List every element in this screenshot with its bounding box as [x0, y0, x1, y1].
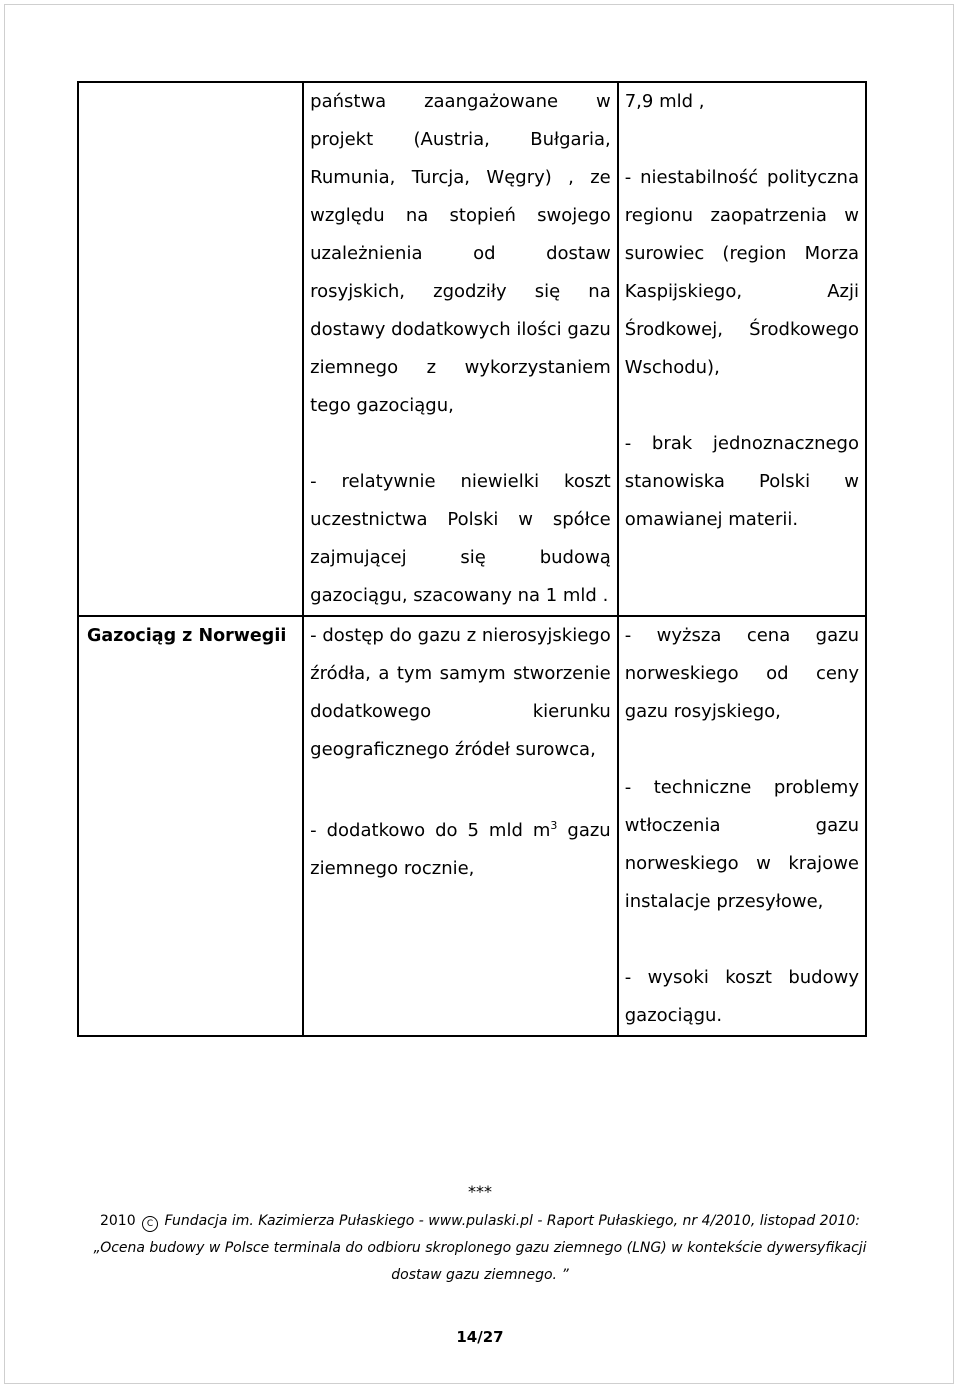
comparison-table	[77, 81, 867, 1037]
row-label: Gazociąg z Norwegii	[87, 626, 287, 646]
table-row	[78, 82, 866, 616]
advantages-cell	[303, 82, 618, 616]
disadvantage-paragraph: 7,9 mld ,	[624, 91, 705, 112]
advantage-paragraph: państwa zaangażowane w projekt (Austria, Bułgaria, Rumunia, Turcja, Węgry) , ze względu na stopień swojego uzależnienia od dostaw rosyjskich, zgodziły się na dostawy dodatkowych ilości gazu ziemnego z wykorzystaniem tego gazociągu,	[310, 91, 611, 416]
copyright-icon: C	[142, 1216, 158, 1232]
disadvantages-cell	[618, 616, 866, 1036]
disadvantage-paragraph: - brak jednoznacznego stanowiska Polski w omawianej materii.	[624, 433, 859, 530]
advantage-paragraph: - dostęp do gazu z nierosyjskiego źródła, a tym samym stworzenie dodatkowego kierunku geograficznego źródeł surowca,	[310, 625, 611, 760]
page-number: 14/27	[456, 1328, 504, 1346]
table-row	[78, 616, 866, 1036]
row-label-cell	[78, 616, 303, 1036]
footer-line: 2010 C Fundacja im. Kazimierza Pułaskiego - www.pulaski.pl - Raport Pułaskiego, nr 4/2010, listopad 2010:	[60, 1208, 900, 1235]
row-label-cell	[78, 82, 303, 616]
footer-line: „Ocena budowy w Polsce terminala do odbioru skroplonego gazu ziemnego (LNG) w kontekście dywersyfikacji	[93, 1240, 867, 1256]
disadvantage-paragraph: - wyższa cena gazu norweskiego od ceny gazu rosyjskiego,	[624, 625, 859, 722]
footer	[60, 1208, 900, 1289]
advantages-cell	[303, 616, 618, 1036]
section-separator: ***	[468, 1182, 492, 1201]
advantage-paragraph: - dodatkowo do 5 mld $m^3$ gazu ziemnego rocznie,	[310, 819, 611, 879]
footer-line: dostaw gazu ziemnego. ”	[391, 1267, 569, 1283]
advantage-paragraph: - relatywnie niewielki koszt uczestnictwa Polski w spółce zajmującej się budową gazociągu, szacowany na 1 mld .	[310, 471, 611, 606]
disadvantage-paragraph: - techniczne problemy wtłoczenia gazu norweskiego w krajowe instalacje przesyłowe,	[624, 777, 859, 912]
disadvantage-paragraph: - niestabilność polityczna regionu zaopatrzenia w surowiec (region Morza Kaspijskiego, Azji Środkowej, Środkowego Wschodu),	[624, 167, 859, 378]
disadvantages-cell	[618, 82, 866, 616]
disadvantage-paragraph: - wysoki koszt budowy gazociągu.	[624, 967, 859, 1026]
